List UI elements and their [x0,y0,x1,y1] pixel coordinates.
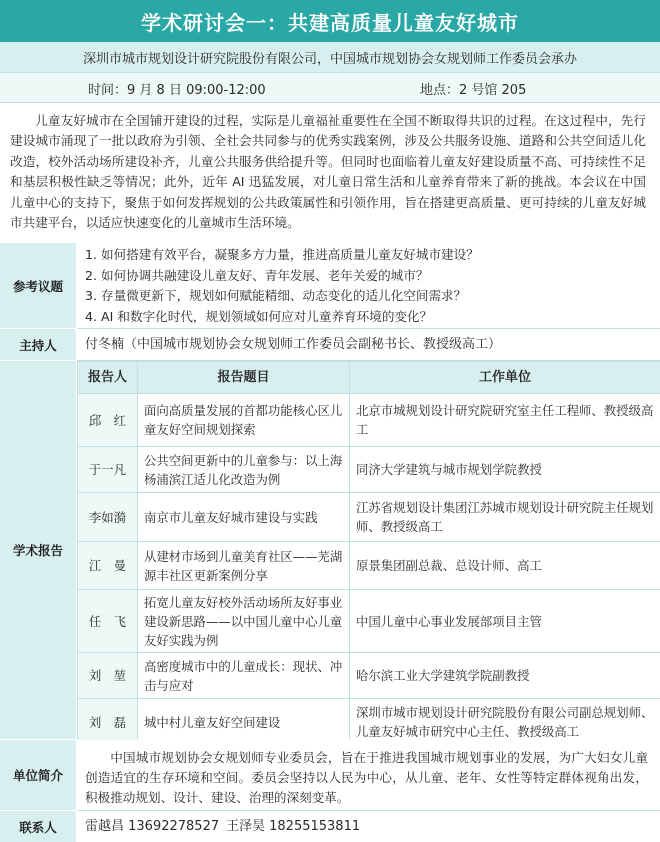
report-topic: 公共空间更新中的儿童参与：以上海杨浦滨江适儿化改造为例 [138,447,350,493]
page-title: 学术研讨会一：共建高质量儿童友好城市 [0,0,660,42]
table-row [78,653,660,699]
time-place-row [0,73,660,103]
speaker-name: 任 飞 [78,590,138,653]
table-header-row [78,362,660,394]
intro-text: 儿童友好城市在全国铺开建设的过程，实际是儿童福祉重要性在全国不断取得共识的过程。在这过程中，先行建设城市涌现了一批以政府为引领、全社会共同参与的优秀实践案例，涉及公共服务设施、道路和公共空间适儿化改造，校外活动场所建设补齐，儿童公共服务供给提升等。但同时也面临着儿童友好建设质量不高、可持续性不足和基层积极性缺乏等情况；此外，近年 AI 迅猛发展，对儿童日常生活和儿童养育带来了新的挑战。本会议在中国儿童中心的支持下，聚焦于如何发挥规划的公共政策属性和引领作用，旨在搭建更高质量、更可持续的儿童友好城市共建平台，以适应快速变化的儿童城市生活环境。 [10,113,646,231]
unit-intro-label: 单位简介 [0,740,77,811]
topic-item: 2. 如何协调共融建设儿童友好、青年发展、老年关爱的城市？ [85,267,429,283]
contact-person-2: 王泽昊 18255153811 [226,819,361,834]
report-topic: 高密度城市中的儿童成长：现状、冲击与应对 [138,653,350,699]
speaker-name: 江 曼 [78,542,138,590]
table-row [78,590,660,653]
report-topic: 从建材市场到儿童美育社区——芜湖源丰社区更新案例分享 [138,542,350,590]
table-row [78,699,660,746]
time-text: 时间：9 月 8 日 09:00-12:00 [88,83,266,98]
speaker-unit: 深圳市城市规划设计研究院股份有限公司副总规划师、儿童友好城市研究中心主任、教授级高工 [350,699,660,746]
table-row [78,542,660,590]
speaker-unit: 中国儿童中心事业发展部项目主管 [350,590,660,653]
organizer-row [0,42,660,73]
report-topic: 拓宽儿童友好校外活动场所友好事业建设新思路——以中国儿童中心儿童友好实践为例 [138,590,350,653]
unit-intro-text: 中国城市规划协会女规划师专业委员会，旨在于推进我国城市规划事业的发展，为广大妇女儿童创造适宜的生存环境和空间。委员会坚持以人民为中心，从儿童、老年、女性等特定群体视角出发，积极推动规划、设计、建设、治理的深刻变革。 [85,750,648,805]
contact-row [77,811,660,842]
speaker-name: 刘 堃 [78,653,138,699]
header-unit: 工作单位 [350,362,660,394]
reports-label: 学术报告 [0,361,77,740]
place-text: 地点：2 号馆 205 [420,83,527,98]
topic-item: 1. 如何搭建有效平台，凝聚多方力量，推进高质量儿童友好城市建设？ [85,247,479,262]
table-row [78,493,660,542]
speaker-unit: 原景集团副总裁、总设计师、高工 [350,542,660,590]
unit-intro-section [77,740,660,811]
topics-label: 参考议题 [0,243,77,329]
header-topic: 报告题目 [138,362,350,394]
speaker-name: 李如漪 [78,493,138,542]
contact-person-1: 雷越昌 13692278527 [85,819,220,834]
table-row [78,447,660,493]
speaker-unit: 同济大学建筑与城市规划学院教授 [350,447,660,493]
host-text: 付冬楠（中国城市规划协会女规划师工作委员会副秘书长、教授级高工） [85,337,502,352]
topic-item: 4. AI 和数字化时代，规划领域如何应对儿童养育环境的变化？ [85,308,433,324]
contact-label: 联系人 [0,811,77,842]
topics-list [77,243,660,329]
intro-section [0,103,660,244]
report-topic: 面向高质量发展的首都功能核心区儿童友好空间规划探索 [138,394,350,447]
speaker-name: 刘 磊 [78,699,138,746]
report-topic: 城中村儿童友好空间建设 [138,699,350,746]
speaker-unit: 北京市城规划设计研究院研究室主任工程师、教授级高工 [350,394,660,447]
topic-item: 3. 存量微更新下，规划如何赋能精细、动态变化的适儿化空间需求？ [85,288,467,303]
organizer-text: 深圳市城市规划设计研究院股份有限公司，中国城市规划协会女规划师工作委员会承办 [82,51,577,67]
report-topic: 南京市儿童友好城市建设与实践 [138,493,350,542]
speaker-name: 邱 红 [78,394,138,447]
host-row [77,329,660,361]
header-speaker: 报告人 [78,362,138,394]
reports-table [77,361,660,746]
host-label: 主持人 [0,329,77,361]
speaker-unit: 哈尔滨工业大学建筑学院副教授 [350,653,660,699]
speaker-unit: 江苏省规划设计集团江苏城市规划设计研究院主任规划师、教授级高工 [350,493,660,542]
speaker-name: 于一凡 [78,447,138,493]
table-row [78,394,660,447]
